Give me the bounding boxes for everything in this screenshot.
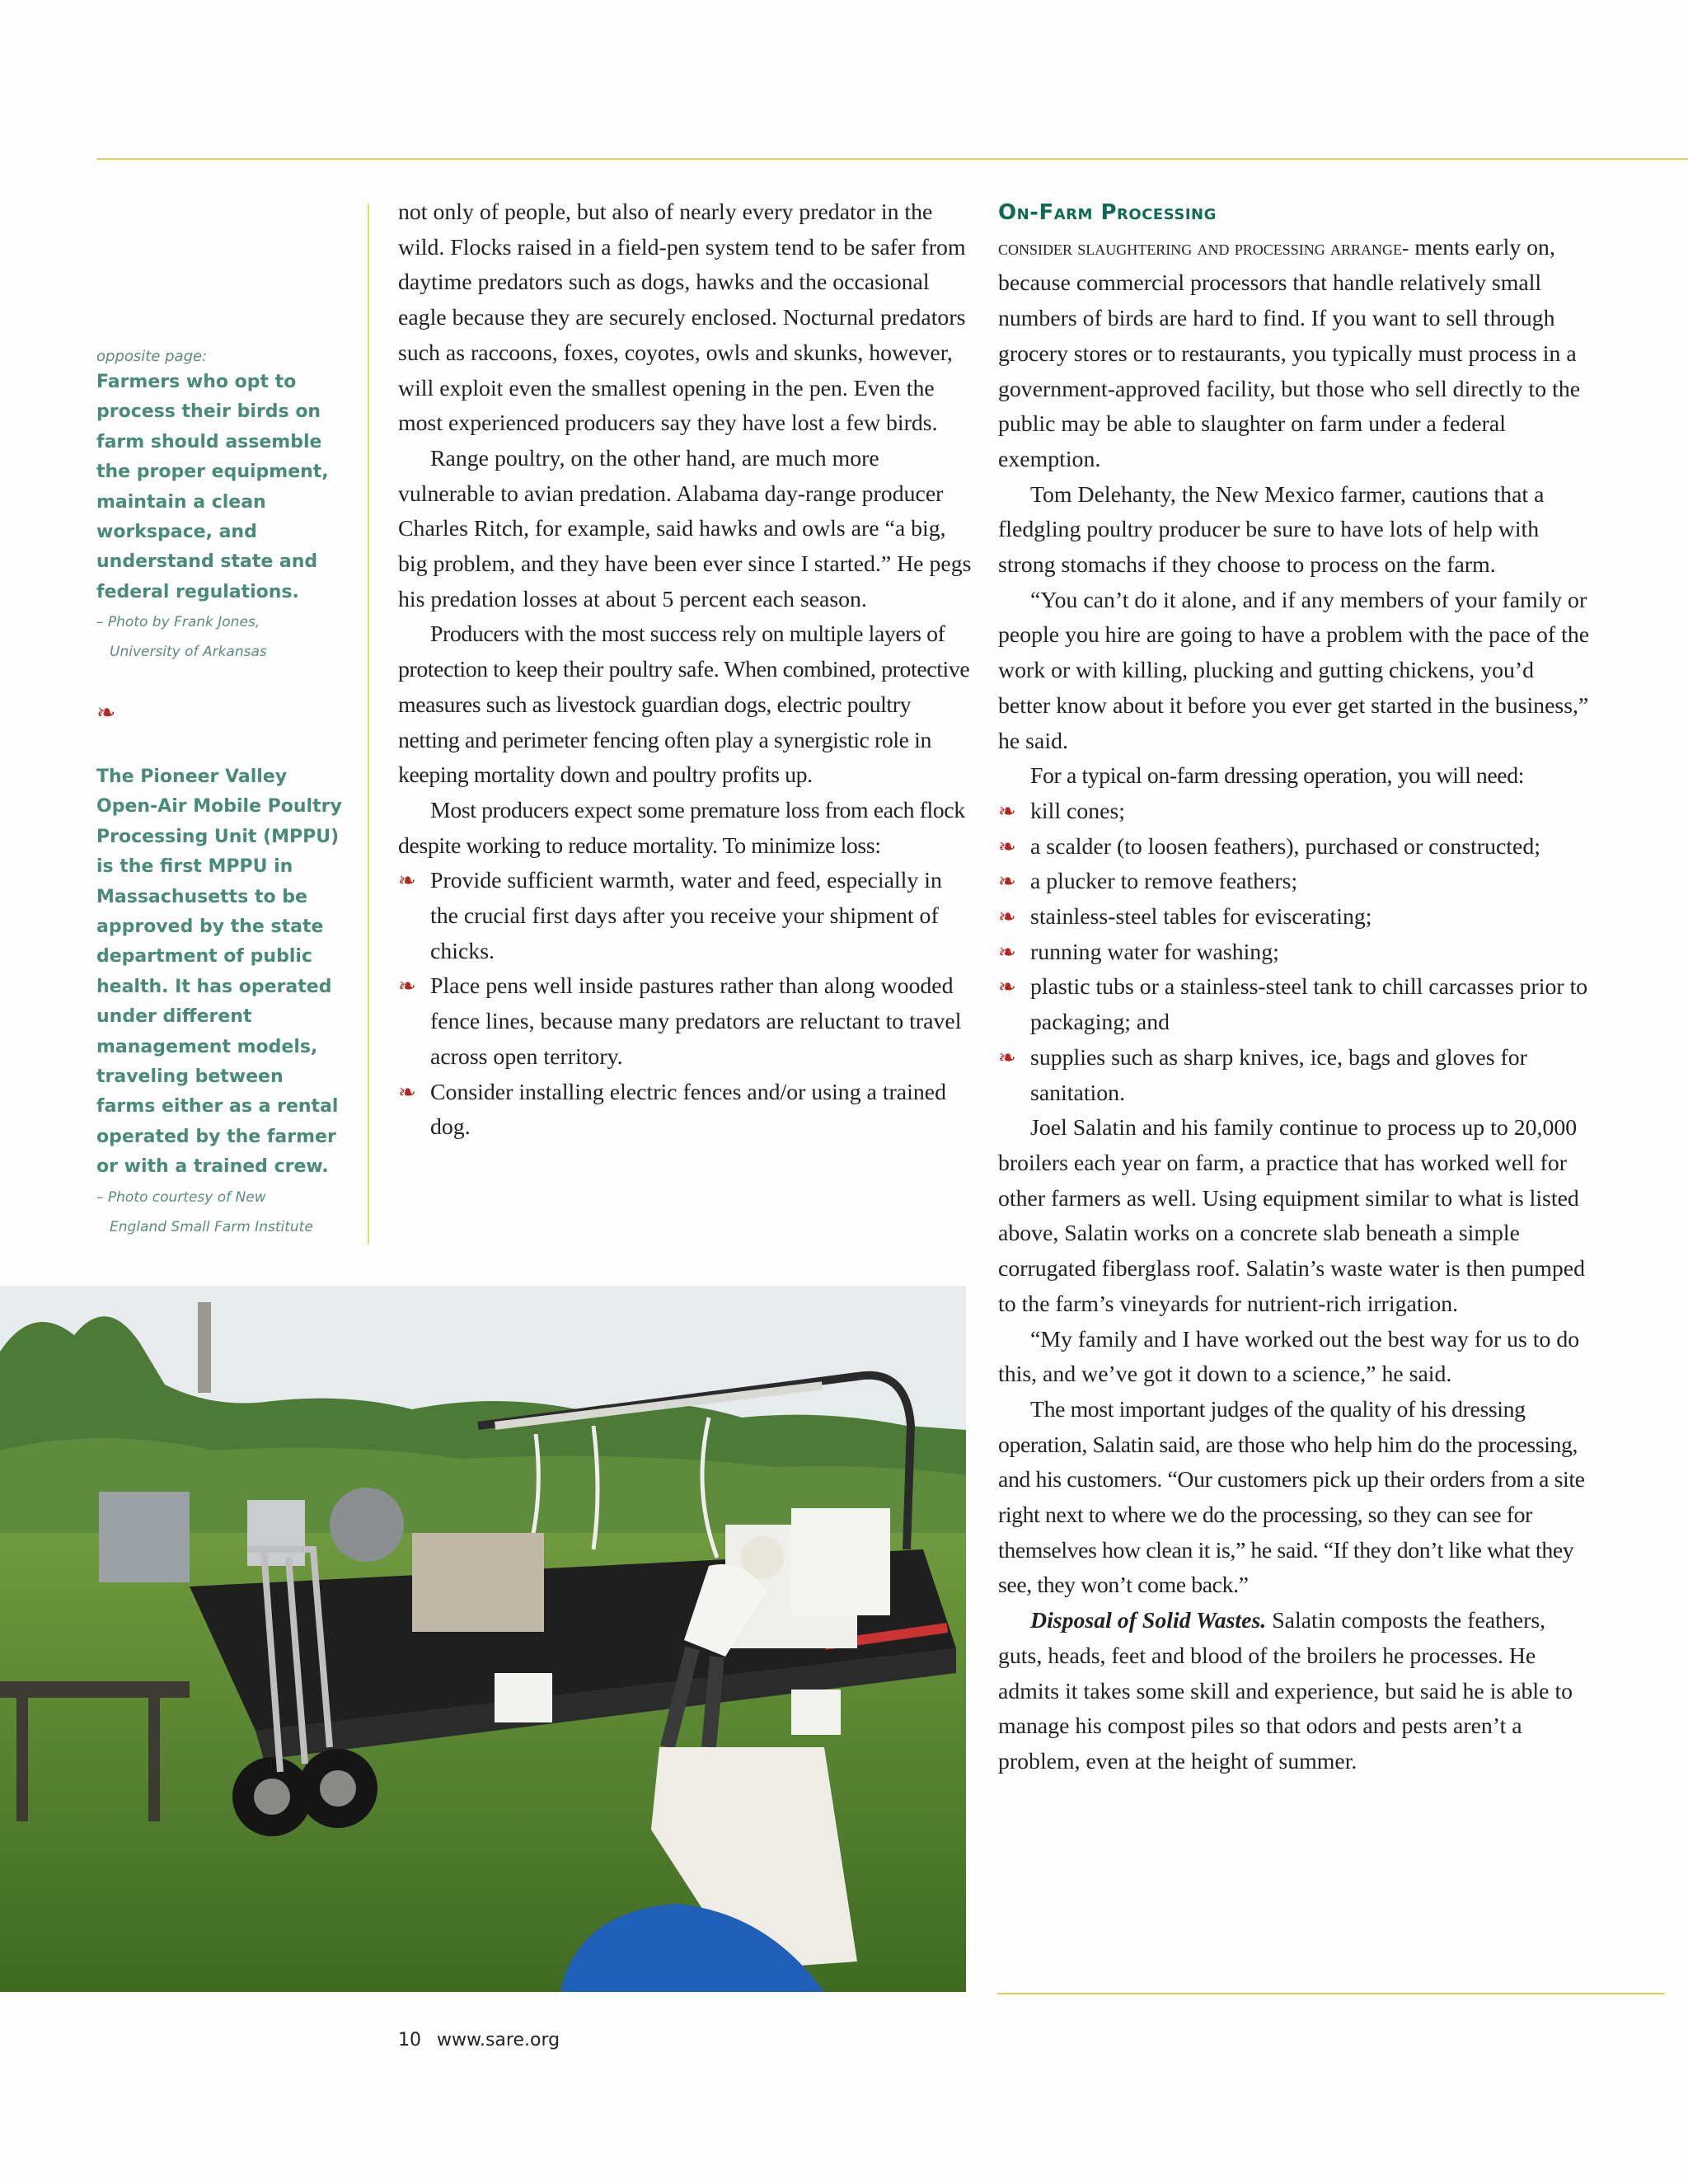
- paragraph: “My family and I have worked out the best way for us to do this, and we’ve got it down to a science,” he said.: [998, 1326, 1580, 1388]
- list-item: ❧ plastic tubs or a stainless-steel tank to chill carcasses prior to packaging; and: [998, 970, 1592, 1040]
- photo-mobile-processing-unit: [0, 1286, 966, 1992]
- photo-credit-line: England Small Farm Institute: [110, 1218, 313, 1235]
- paragraph: Tom Delehanty, the New Mexico farmer, cautions that a fledgling poultry producer be sure to have lots of help with strong stomachs if they choose to process on the farm.: [998, 481, 1545, 579]
- caption-mppu: [96, 762, 344, 1242]
- paragraph: Joel Salatin and his family continue to process up to 20,000 broilers each year on farm, a practice that has worked well for other farmers as well. Using equipment similar to what is listed above, Salatin works on a concrete slab beneath a simple corrugated fiberglass roof. Salatin’s waste water is then pumped to the farm’s vineyards for nutrient-rich irrigation.: [998, 1115, 1585, 1317]
- caption-body: The Pioneer Valley Open-Air Mobile Poultry Processing Unit (MPPU) is the first MPPU in Massachusetts to be approved by the state department of public health. It has operated under different management models, traveling between farms either as a rental operated by the farmer or with a trained crew.: [96, 766, 342, 1178]
- sidebar-divider-rule: [368, 204, 369, 1244]
- bottom-rule: [997, 1993, 1665, 1994]
- list-item: ❧ Provide sufficient warmth, water and feed, especially in the crucial first days after you receive your shipment of chicks.: [398, 864, 975, 969]
- photo-credit: [96, 607, 344, 667]
- paragraph: “You can’t do it alone, and if any members of your family or people you hire are going to have a problem with the pace of the work or with killing, plucking and gutting chickens, you’d better know about it before you ever get started in the business,” he said.: [998, 587, 1590, 754]
- paragraph: [998, 1604, 1592, 1780]
- paragraph: [998, 231, 1592, 478]
- footer-url: www.sare.org: [437, 2030, 560, 2050]
- top-rule: [96, 158, 1688, 160]
- paragraph: Producers with the most success rely on multiple layers of protection to keep their poultry safe. When combined, protective measures such as livestock guardian dogs, electric poultry netting and perimeter fencing often play a synergistic role in keeping mortality down and poultry profits up.: [398, 621, 970, 789]
- caption-body: Farmers who opt to process their birds on farm should assemble the proper equipment, maintain a clean workspace, and understand state and federal regulations.: [96, 372, 329, 602]
- list-item: ❧ Place pens well inside pastures rather than along wooded fence lines, because many predators are reluctant to travel across open territory.: [398, 969, 975, 1075]
- photo-credit: [96, 1183, 344, 1242]
- paragraph: Range poultry, on the other hand, are much more vulnerable to avian predation. Alabama day-range producer Charles Ritch, for example, said hawks and owls are “a big, big problem, and they have been ever since I started.” He pegs his predation losses at about 5 percent each season.: [398, 445, 972, 612]
- body-column-left: [398, 195, 975, 1146]
- body-column-right: [998, 195, 1592, 1780]
- list-item: ❧ supplies such as sharp knives, ice, bags and gloves for sanitation.: [998, 1041, 1592, 1111]
- list-item: ❧ stainless-steel tables for eviscerating;: [998, 900, 1592, 935]
- paragraph: not only of people, but also of nearly every predator in the wild. Flocks raised in a field-pen system tend to be safer from daytime predators such as dogs, hawks and the occasional eagle because they are securely enclosed. Nocturnal predators such as raccoons, foxes, coyotes, owls and skunks, however, will exploit even the smallest opening in the pen. Even the most experienced producers say they have lost a few birds.: [398, 199, 966, 437]
- bullet-list: [398, 864, 975, 1146]
- bullet-list: [998, 794, 1592, 1111]
- section-heading: On-Farm Processing: [998, 200, 1217, 225]
- photo-illustration: [0, 1286, 966, 1992]
- lead-in-smallcaps: consider slaughtering and processing arrange-: [998, 237, 1409, 260]
- photo-credit-line: University of Arkansas: [110, 644, 267, 661]
- list-item: ❧ kill cones;: [998, 794, 1592, 830]
- list-item: ❧ a scalder (to loosen feathers), purchased or constructed;: [998, 830, 1592, 865]
- fleuron-divider-icon: ❧: [96, 699, 116, 726]
- paragraph: The most important judges of the quality of his dressing operation, Salatin said, are those who help him do the processing, and his customers. “Our customers pick up their orders from a site right next to where we do the processing, so they can see for themselves how clean it is,” he said. “If they don’t like what they see, they won’t come back.”: [998, 1396, 1585, 1599]
- caption-opposite-page: [96, 346, 344, 667]
- paragraph: Most producers expect some premature loss from each flock despite working to reduce mortality. To minimize loss:: [398, 797, 965, 859]
- paragraph: For a typical on-farm dressing operation, you will need:: [1030, 763, 1525, 790]
- list-item: ❧ Consider installing electric fences and/or using a trained dog.: [398, 1076, 975, 1146]
- photo-credit-line: – Photo courtesy of New: [96, 1188, 266, 1206]
- caption-label: opposite page:: [96, 348, 208, 365]
- paragraph-text: Salatin composts the feathers, guts, heads, feet and blood of the broilers he processes. He admits it takes some skill and experience, but said he is able to manage his compost piles so that odors and pests aren’t a problem, even at the height of summer.: [998, 1608, 1573, 1774]
- page-number: 10: [398, 2030, 421, 2050]
- photo-credit-line: – Photo by Frank Jones,: [96, 614, 260, 631]
- paragraph-text: ments early on, because commercial processors that handle relatively small numbers of birds are hard to find. If you want to sell through grocery stores or to restaurants, you typically must process in a government-approved facility, but those who sell directly to the public may be able to slaughter on farm under a federal exemption.: [998, 234, 1581, 472]
- run-in-heading: Disposal of Solid Wastes.: [1030, 1608, 1267, 1634]
- list-item: ❧ a plucker to remove feathers;: [998, 865, 1592, 900]
- list-item: ❧ running water for washing;: [998, 935, 1592, 971]
